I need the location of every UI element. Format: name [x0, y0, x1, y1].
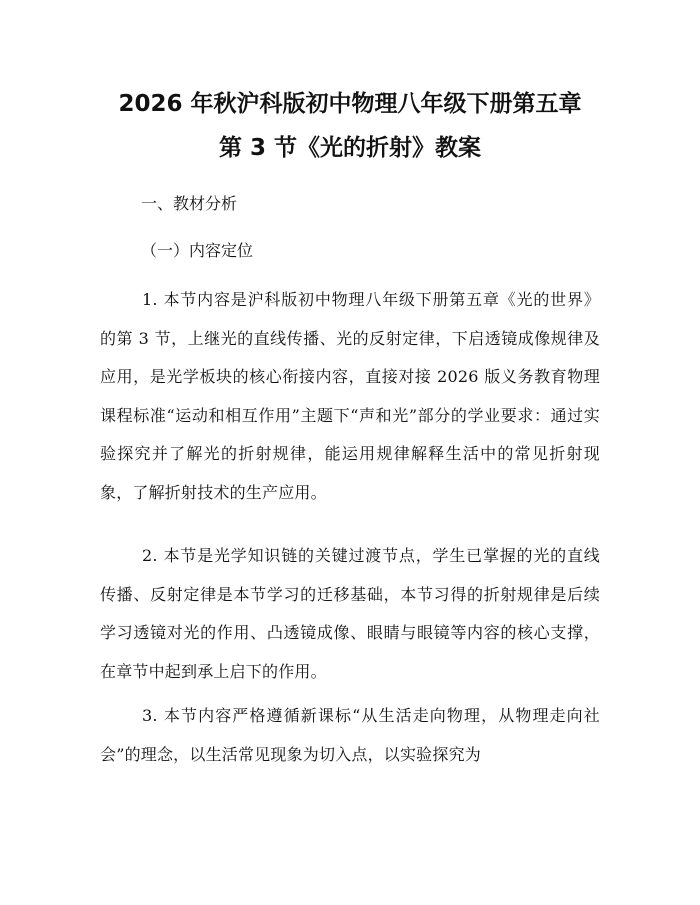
- document-title-line-2: 第 3 节《光的折射》教案: [218, 135, 482, 161]
- paragraph-3: 3. 本节内容严格遵循新课标“从生活走向物理，从物理走向社会”的理念，以生活常见现象为切入点，以实验探究为: [100, 706, 600, 764]
- document-title-line-1: 2026 年秋沪科版初中物理八年级下册第五章: [118, 91, 582, 117]
- paragraph-2: 2. 本节是光学知识链的关键过渡节点，学生已掌握的光的直线传播、反射定律是本节学习的迁移基础，本节习得的折射规律是后续学习透镜对光的作用、凸透镜成像、眼睛与眼镜等内容的核心支撑，在章节中起到承上启下的作用。: [100, 546, 600, 681]
- paragraph-1: 1. 本节内容是沪科版初中物理八年级下册第五章《光的世界》的第 3 节，上继光的直线传播、光的反射定律，下启透镜成像规律及应用，是光学板块的核心衔接内容，直接对接 2026 版义务教育物理课程标准“运动和相互作用”主题下“声和光”部分的学业要求：通过实验探究并了解光的折射规律，能运用规律解释生活中的常见折射现象，了解折射技术的生产应用。: [100, 290, 600, 502]
- section-heading-textbook-analysis: 一、教材分析: [141, 194, 238, 213]
- subsection-heading-content-positioning: （一）内容定位: [141, 241, 254, 260]
